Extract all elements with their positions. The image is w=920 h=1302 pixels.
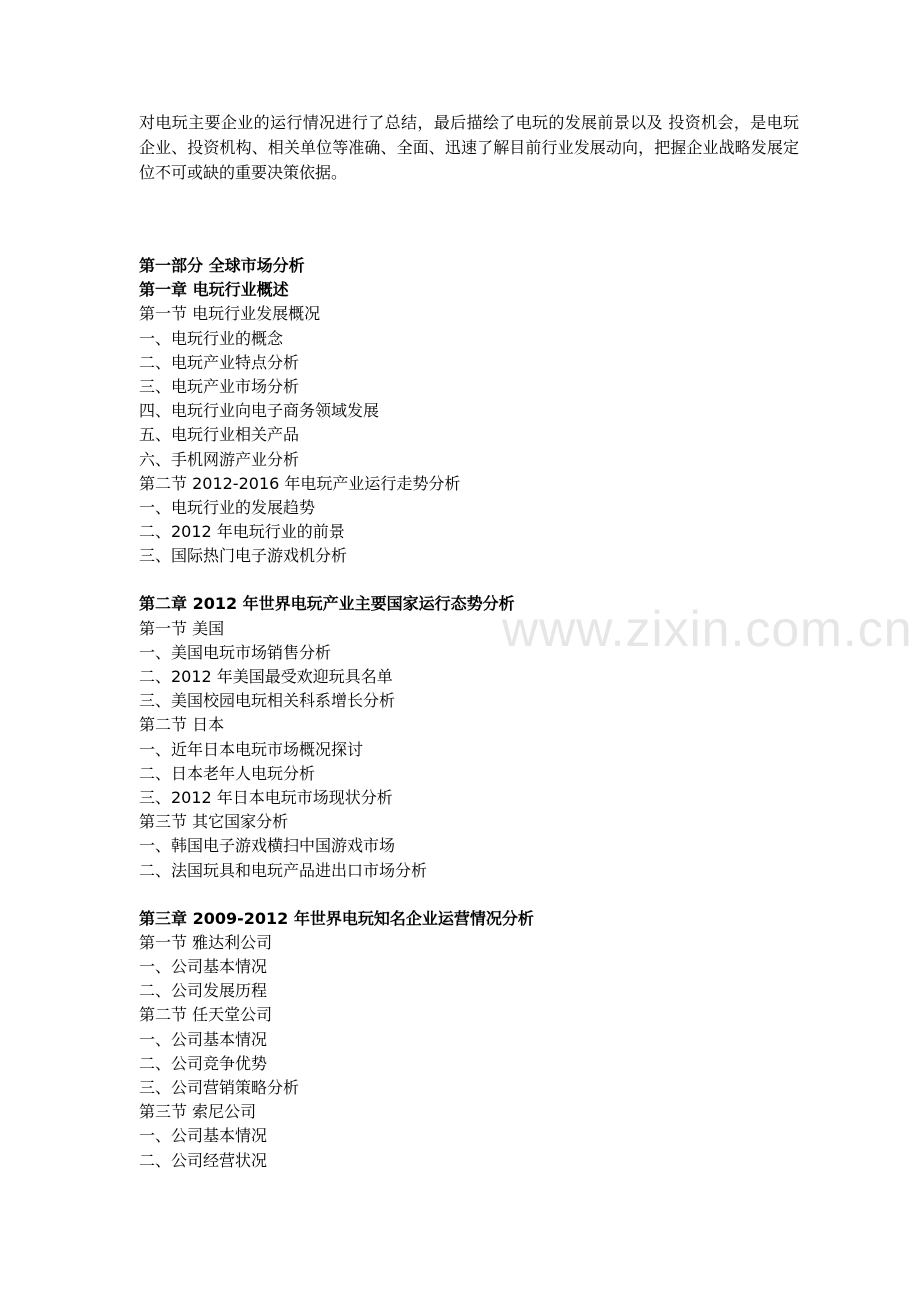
toc-line: 一、公司基本情况 [139, 957, 268, 977]
toc-line: 二、公司竞争优势 [139, 1053, 268, 1073]
toc-line: 一、电玩行业的发展趋势 [139, 497, 316, 517]
toc-line: 第一节 电玩行业发展概况 [139, 304, 321, 324]
toc-line: 第二节 日本 [139, 715, 225, 735]
toc-line: 一、公司基本情况 [139, 1029, 268, 1049]
chapter-heading: 第一部分 全球市场分析 [139, 256, 305, 275]
watermark: www.zixin.com.cn [502, 601, 913, 657]
document-body [139, 110, 799, 1173]
toc-line: 二、公司经营状况 [139, 1150, 268, 1170]
toc-line: 二、法国玩具和电玩产品进出口市场分析 [139, 860, 428, 880]
toc-line: 第三节 索尼公司 [139, 1102, 257, 1122]
toc-line: 二、2012 年美国最受欢迎玩具名单 [139, 667, 393, 686]
toc-line: 二、日本老年人电玩分析 [139, 763, 316, 783]
toc-line: 三、2012 年日本电玩市场现状分析 [139, 787, 393, 807]
toc-line: 二、2012 年电玩行业的前景 [139, 522, 345, 542]
intro-paragraph: 对电玩主要企业的运行情况进行了总结，最后描绘了电玩的发展前景以及 投资机会，是电玩企业、投资机构、相关单位等准确、全面、迅速了解目前行业发展动向，把握企业战略发展定位不可或缺的重要决策依据。 [139, 113, 799, 182]
toc-line: 第二节 2012-2016 年电玩产业运行走势分析 [139, 473, 461, 493]
toc-line: 二、电玩产业特点分析 [139, 352, 300, 372]
toc-line: 三、公司营销策略分析 [139, 1078, 300, 1097]
toc-line: 三、国际热门电子游戏机分析 [139, 546, 348, 566]
toc-line: 第二节 任天堂公司 [139, 1005, 273, 1025]
toc-line: 五、电玩行业相关产品 [139, 425, 300, 445]
toc-line: 三、美国校园电玩相关科系增长分析 [139, 691, 396, 711]
toc-line: 四、电玩行业向电子商务领域发展 [139, 401, 380, 421]
toc-line: 六、手机网游产业分析 [139, 449, 300, 469]
table-of-contents [139, 254, 799, 1173]
toc-line: 一、公司基本情况 [139, 1126, 268, 1146]
chapter-heading: 第三章 2009-2012 年世界电玩知名企业运营情况分析 [139, 908, 534, 928]
toc-line: 三、电玩产业市场分析 [139, 376, 300, 396]
chapter-heading: 第二章 2012 年世界电玩产业主要国家运行态势分析 [139, 594, 515, 614]
chapter-heading: 第一章 电玩行业概述 [139, 280, 289, 300]
toc-line: 一、电玩行业的概念 [139, 328, 284, 348]
toc-line: 一、韩国电子游戏横扫中国游戏市场 [139, 836, 396, 856]
toc-line: 第三节 其它国家分析 [139, 812, 289, 832]
toc-line: 第一节 雅达利公司 [139, 932, 273, 952]
toc-line: 一、美国电玩市场销售分析 [139, 642, 332, 662]
toc-line: 第一节 美国 [139, 618, 225, 638]
toc-line: 二、公司发展历程 [139, 981, 268, 1001]
toc-line: 一、近年日本电玩市场概况探讨 [139, 739, 364, 759]
